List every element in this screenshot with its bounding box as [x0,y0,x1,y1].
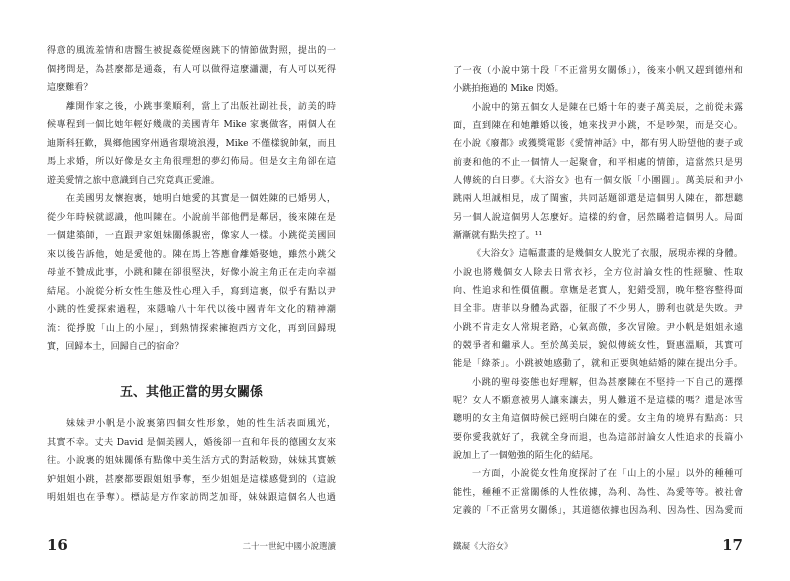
text-line: 遊美愛情之旅中意識到自己究竟真正愛誰。 [47,175,220,186]
text-line: 跳兩人坦誠相見，成了閨蜜，共同話題卻還是這個男人陳在，都想聽 [453,194,743,205]
running-title: 二十一世紀中國小說選讀 [242,542,336,552]
text-line: 往。小說裏的姐妹關係有點像中美生活方式的對話較勁，妹妹其實嫉 [47,456,336,466]
text-line: 母並不贊成此事，小跳和陳在卻很堅決，好像小說主角正在走向幸福 [47,268,336,278]
text-line: 流：從掙脫「山上的小屋」，到熱情探索擁抱西方文化，再到回歸現 [47,323,336,334]
text-line: 呢？女人不願意被男人讓來讓去，男人難道不是這樣的嗎？還是冰雪 [453,395,743,406]
text-line: 在小說《廢都》或獲獎電影《愛情神話》中，都有男人盼望他的妻子或 [453,139,743,150]
text-line: 的競爭者和繼承人。至於萬美辰，貌似傳統女性，賢惠溫順，其實可 [453,340,743,351]
text-line: 另一個人說這個男人怎麼好。這樣的約會，居然瞞着這個男人。局面 [453,212,743,223]
section-heading: 五、其他正當的男女關係 [119,385,263,400]
text-line: 在美國男友懷抱裏，她明白她愛的其實是一個姓陳的已婚男人， [66,194,336,204]
text-line: 候專程到一個比她年輕好幾歲的美國青年 Mike 家裏做客，兩個人在 [47,120,336,130]
text-line: 一個建築師，一直跟尹家姐妹關係親密，像家人一樣。小跳從美國回 [47,231,336,241]
page-number: 17 [722,536,743,554]
text-line: 小跳的性愛探索過程，來隱喻八十年代以後中國青年文化的精神潮 [47,305,336,315]
text-line: 這麼難看？ [47,83,93,93]
text-line: 前妻和他的不止一個情人一起聚會，和平相處的情節，這當然只是男 [453,157,743,168]
text-line: 從少年時候就認識，他叫陳在。小說前半部他們是鄰居，後來陳在是 [47,212,336,223]
text-line: 妒姐姐小跳，甚麼都要跟姐姐爭奪，至少姐姐是這樣感覺到的（這說 [47,474,336,485]
text-line: 得意的風流羞情和唐醫生被捉姦從煙囪跳下的情節做對照，提出的一 [47,46,336,56]
text-line: 結尾。小說從分析女性生態及性心理入手，寫到這裏，似乎有點以尹 [47,286,336,297]
text-line: 目全非。唐菲以身體為武器，征服了不少男人，勝利也就是失敗。尹 [453,304,743,315]
text-line: 面，直到陳在和她離婚以後，她來找尹小跳，不是吵架，而是交心。 [453,120,743,131]
text-line: 馬上求婚，所以好像是女主角很理想的夢幻佈局。但是女主角卻在這 [47,157,336,167]
text-line: 小說中的第五個女人是陳在已婚十年的妻子萬美辰，之前從未露 [472,102,743,113]
text-line: 明姐姐也在爭奪）。標誌是方作家訪問芝加哥，妹妹跟這個名人也過 [47,493,336,503]
text-line: 來以後告訴他，她是愛他的。陳在馬上答應會離婚娶她，雖然小跳父 [47,249,336,260]
text-line: 聰明的女主角這個時候已經明白陳在的愛。女主角的境界有點高：只 [453,414,743,425]
text-line: 一方面，小說從女性角度探討了在「山上的小屋」以外的種種可 [472,469,743,480]
text-line: 向、性追求和性價值觀。章嫵是老實人，犯錯受罰，晚年整容整得面 [453,285,743,296]
text-line: 離開作家之後，小跳事業順利，當上了出版社副社長，訪美的時 [66,101,336,112]
text-line: 其實不幸。丈夫 David 是個美國人，婚後卻一直和年長的德國女友來 [47,437,336,448]
text-line: 小跳拍拖過的 Mike 閃婚。 [453,84,564,95]
text-line: 小說也將幾個女人除去日常衣衫，全方位討論女性的性經驗、性取 [453,267,743,278]
text-line: 小跳的聖母姿態也好理解，但為甚麼陳在不堅持一下自己的選擇 [472,377,743,388]
text-line: 能是「綠茶」。小跳被她感動了，就和正要與她結婚的陳在提出分手。 [453,359,743,370]
page-number: 16 [47,536,68,554]
text-line: 能性，種種不正當關係的人性依據，為利、為性、為愛等等。被社會 [453,487,743,498]
text-line: 了一夜（小說中第十段「不正當男女關係」），後來小帆又趕到德州和 [453,66,743,76]
right-page [395,0,790,581]
text-line: 定義的「不正當男女關係」，其道德依據也因為利、因為性、因為愛而 [453,505,743,516]
text-line: 《大浴女》這幅畫畫的是幾個女人脫光了衣服，展現赤裸的身體。 [472,249,743,260]
text-line: 實，回歸本土，回歸自己的宿命？ [47,342,184,352]
text-line: 說加上了一個勉強的陌生化的結尾。 [453,450,599,461]
text-line: 迪斯科狂歡，異鄉他國穿州過省環境浪漫，Mike 不僅樣貌帥氣，而且 [47,138,336,149]
text-line: 妹妹尹小帆是小說裏第四個女性形象，她的性生活表面風光， [66,419,336,429]
text-line: 要你愛我就好了，我就全身而退，也為這部討論女人性追求的長篇小 [453,432,743,443]
running-title: 鐵凝《大浴女》 [453,542,513,552]
text-line: 漸漸就有點失控了。¹¹ [453,230,543,241]
text-line: 人傳統的白日夢。《大浴女》也有一個女版「小團圓」。萬美辰和尹小 [453,175,743,186]
text-line: 小跳不肯走女人常規老路，心氣高傲，多次冒險。尹小帆是姐姐永遠 [453,322,743,333]
text-line: 個拷問是，為甚麼都是通姦，有人可以做得這麼瀟灑，有人可以死得 [47,64,336,75]
